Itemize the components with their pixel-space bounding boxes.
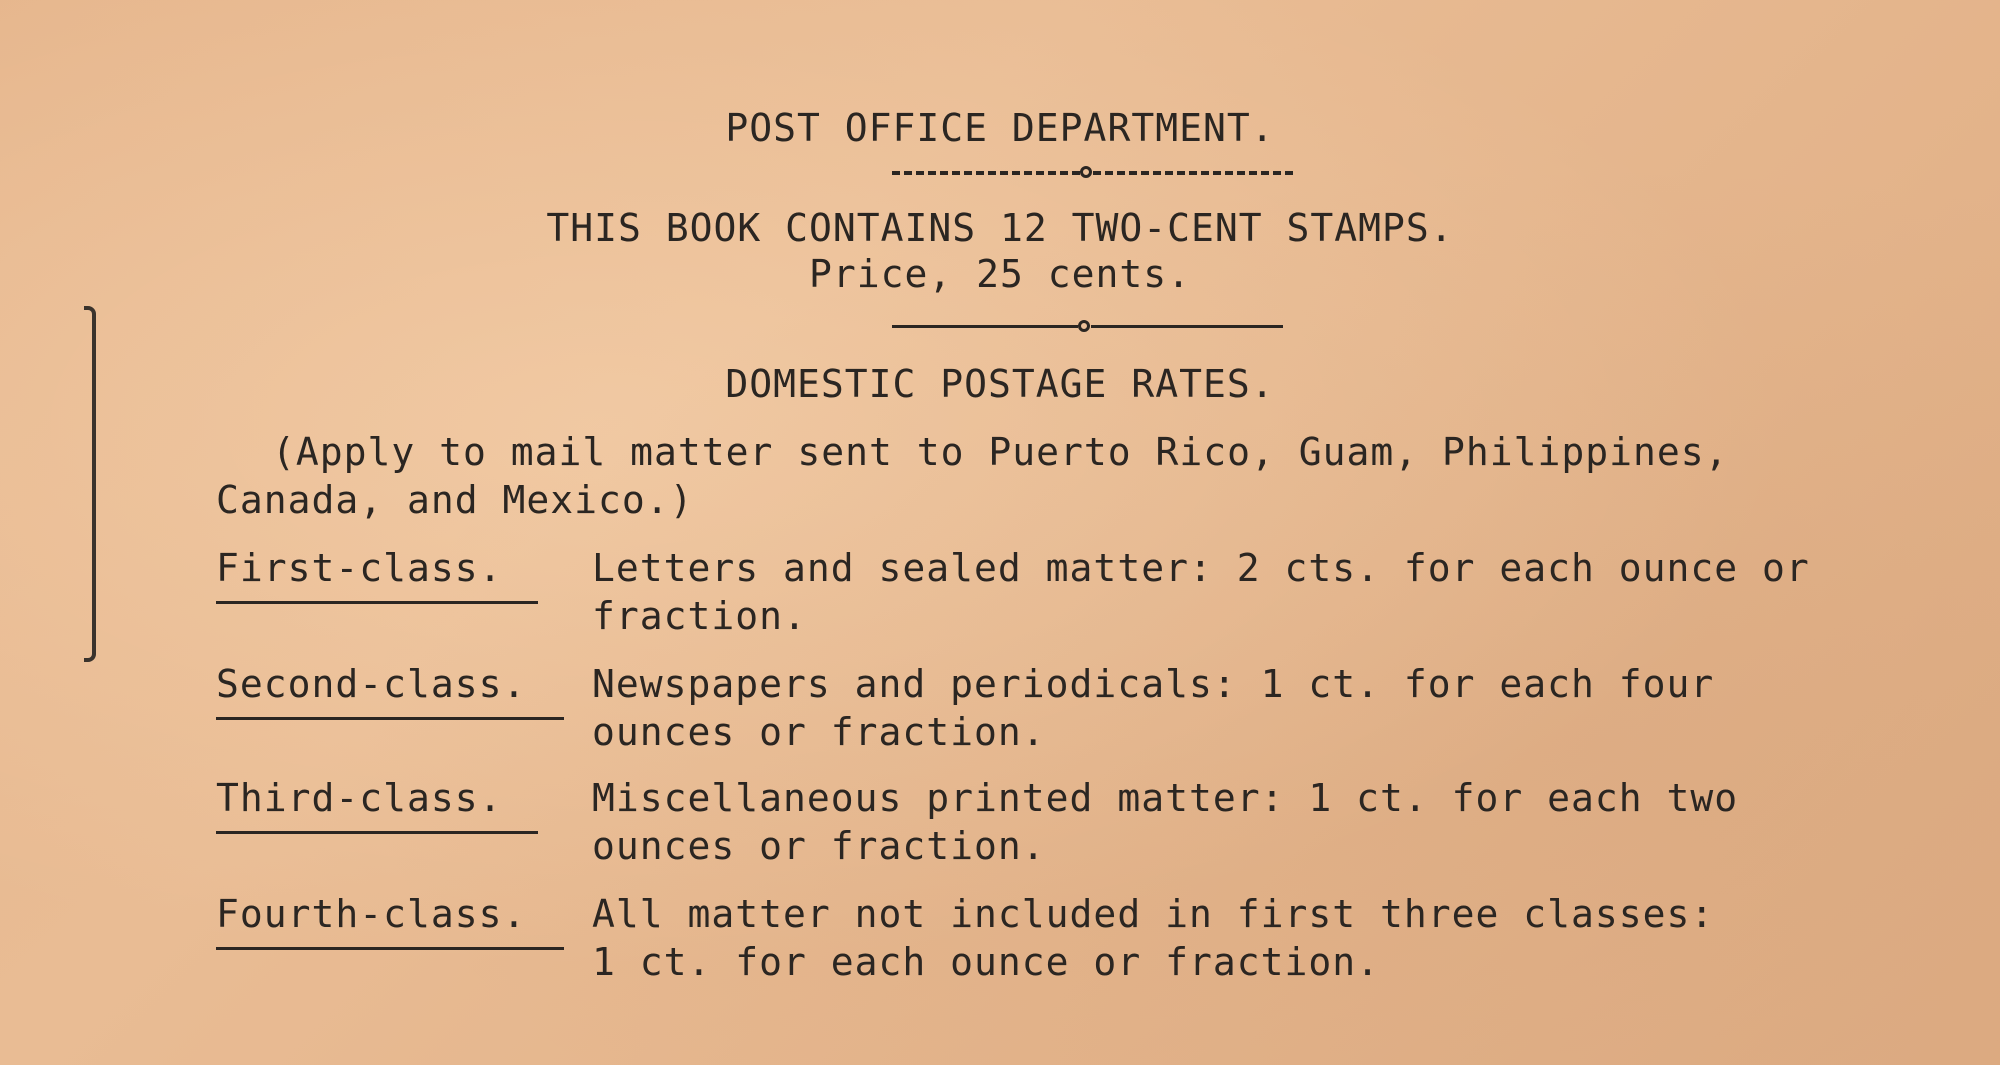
booklet-contents: THIS BOOK CONTAINS 12 TWO-CENT STAMPS. <box>546 206 1454 250</box>
class-description-first-line-2: fraction. <box>592 594 807 638</box>
class-underline-fourth <box>216 947 564 950</box>
class-description-second-line-2: ounces or fraction. <box>592 710 1046 754</box>
class-name-fourth: Fourth-class. <box>216 892 527 936</box>
class-description-fourth-line-1: All matter not included in first three classes: <box>592 892 1715 936</box>
department-title: POST OFFICE DEPARTMENT. <box>725 106 1275 150</box>
class-name-first: First-class. <box>216 546 503 590</box>
booklet-price: Price, 25 cents. <box>808 252 1192 296</box>
rates-note-line-1: (Apply to mail matter sent to Puerto Rico, Guam, Philippines, <box>272 430 1729 474</box>
dashed-rule-right <box>1093 171 1293 175</box>
rule-ornament-bottom <box>1078 320 1090 332</box>
solid-rule-right <box>1091 325 1283 328</box>
class-description-third-line-2: ounces or fraction. <box>592 824 1046 868</box>
class-underline-first <box>216 601 538 604</box>
class-name-second: Second-class. <box>216 662 527 706</box>
dashed-rule-left <box>892 171 1080 175</box>
class-underline-third <box>216 831 538 834</box>
class-underline-second <box>216 717 564 720</box>
rates-heading: DOMESTIC POSTAGE RATES. <box>725 362 1275 406</box>
solid-rule-left <box>892 325 1078 328</box>
class-description-third-line-1: Miscellaneous printed matter: 1 ct. for each two <box>592 776 1739 820</box>
class-description-fourth-line-2: 1 ct. for each ounce or fraction. <box>592 940 1380 984</box>
class-description-second-line-1: Newspapers and periodicals: 1 ct. for each four <box>592 662 1715 706</box>
class-description-first-line-1: Letters and sealed matter: 2 cts. for each ounce or <box>592 546 1810 590</box>
class-name-third: Third-class. <box>216 776 503 820</box>
staple <box>84 306 96 662</box>
rates-note-line-2: Canada, and Mexico.) <box>216 478 694 522</box>
rule-ornament-top <box>1080 166 1092 178</box>
